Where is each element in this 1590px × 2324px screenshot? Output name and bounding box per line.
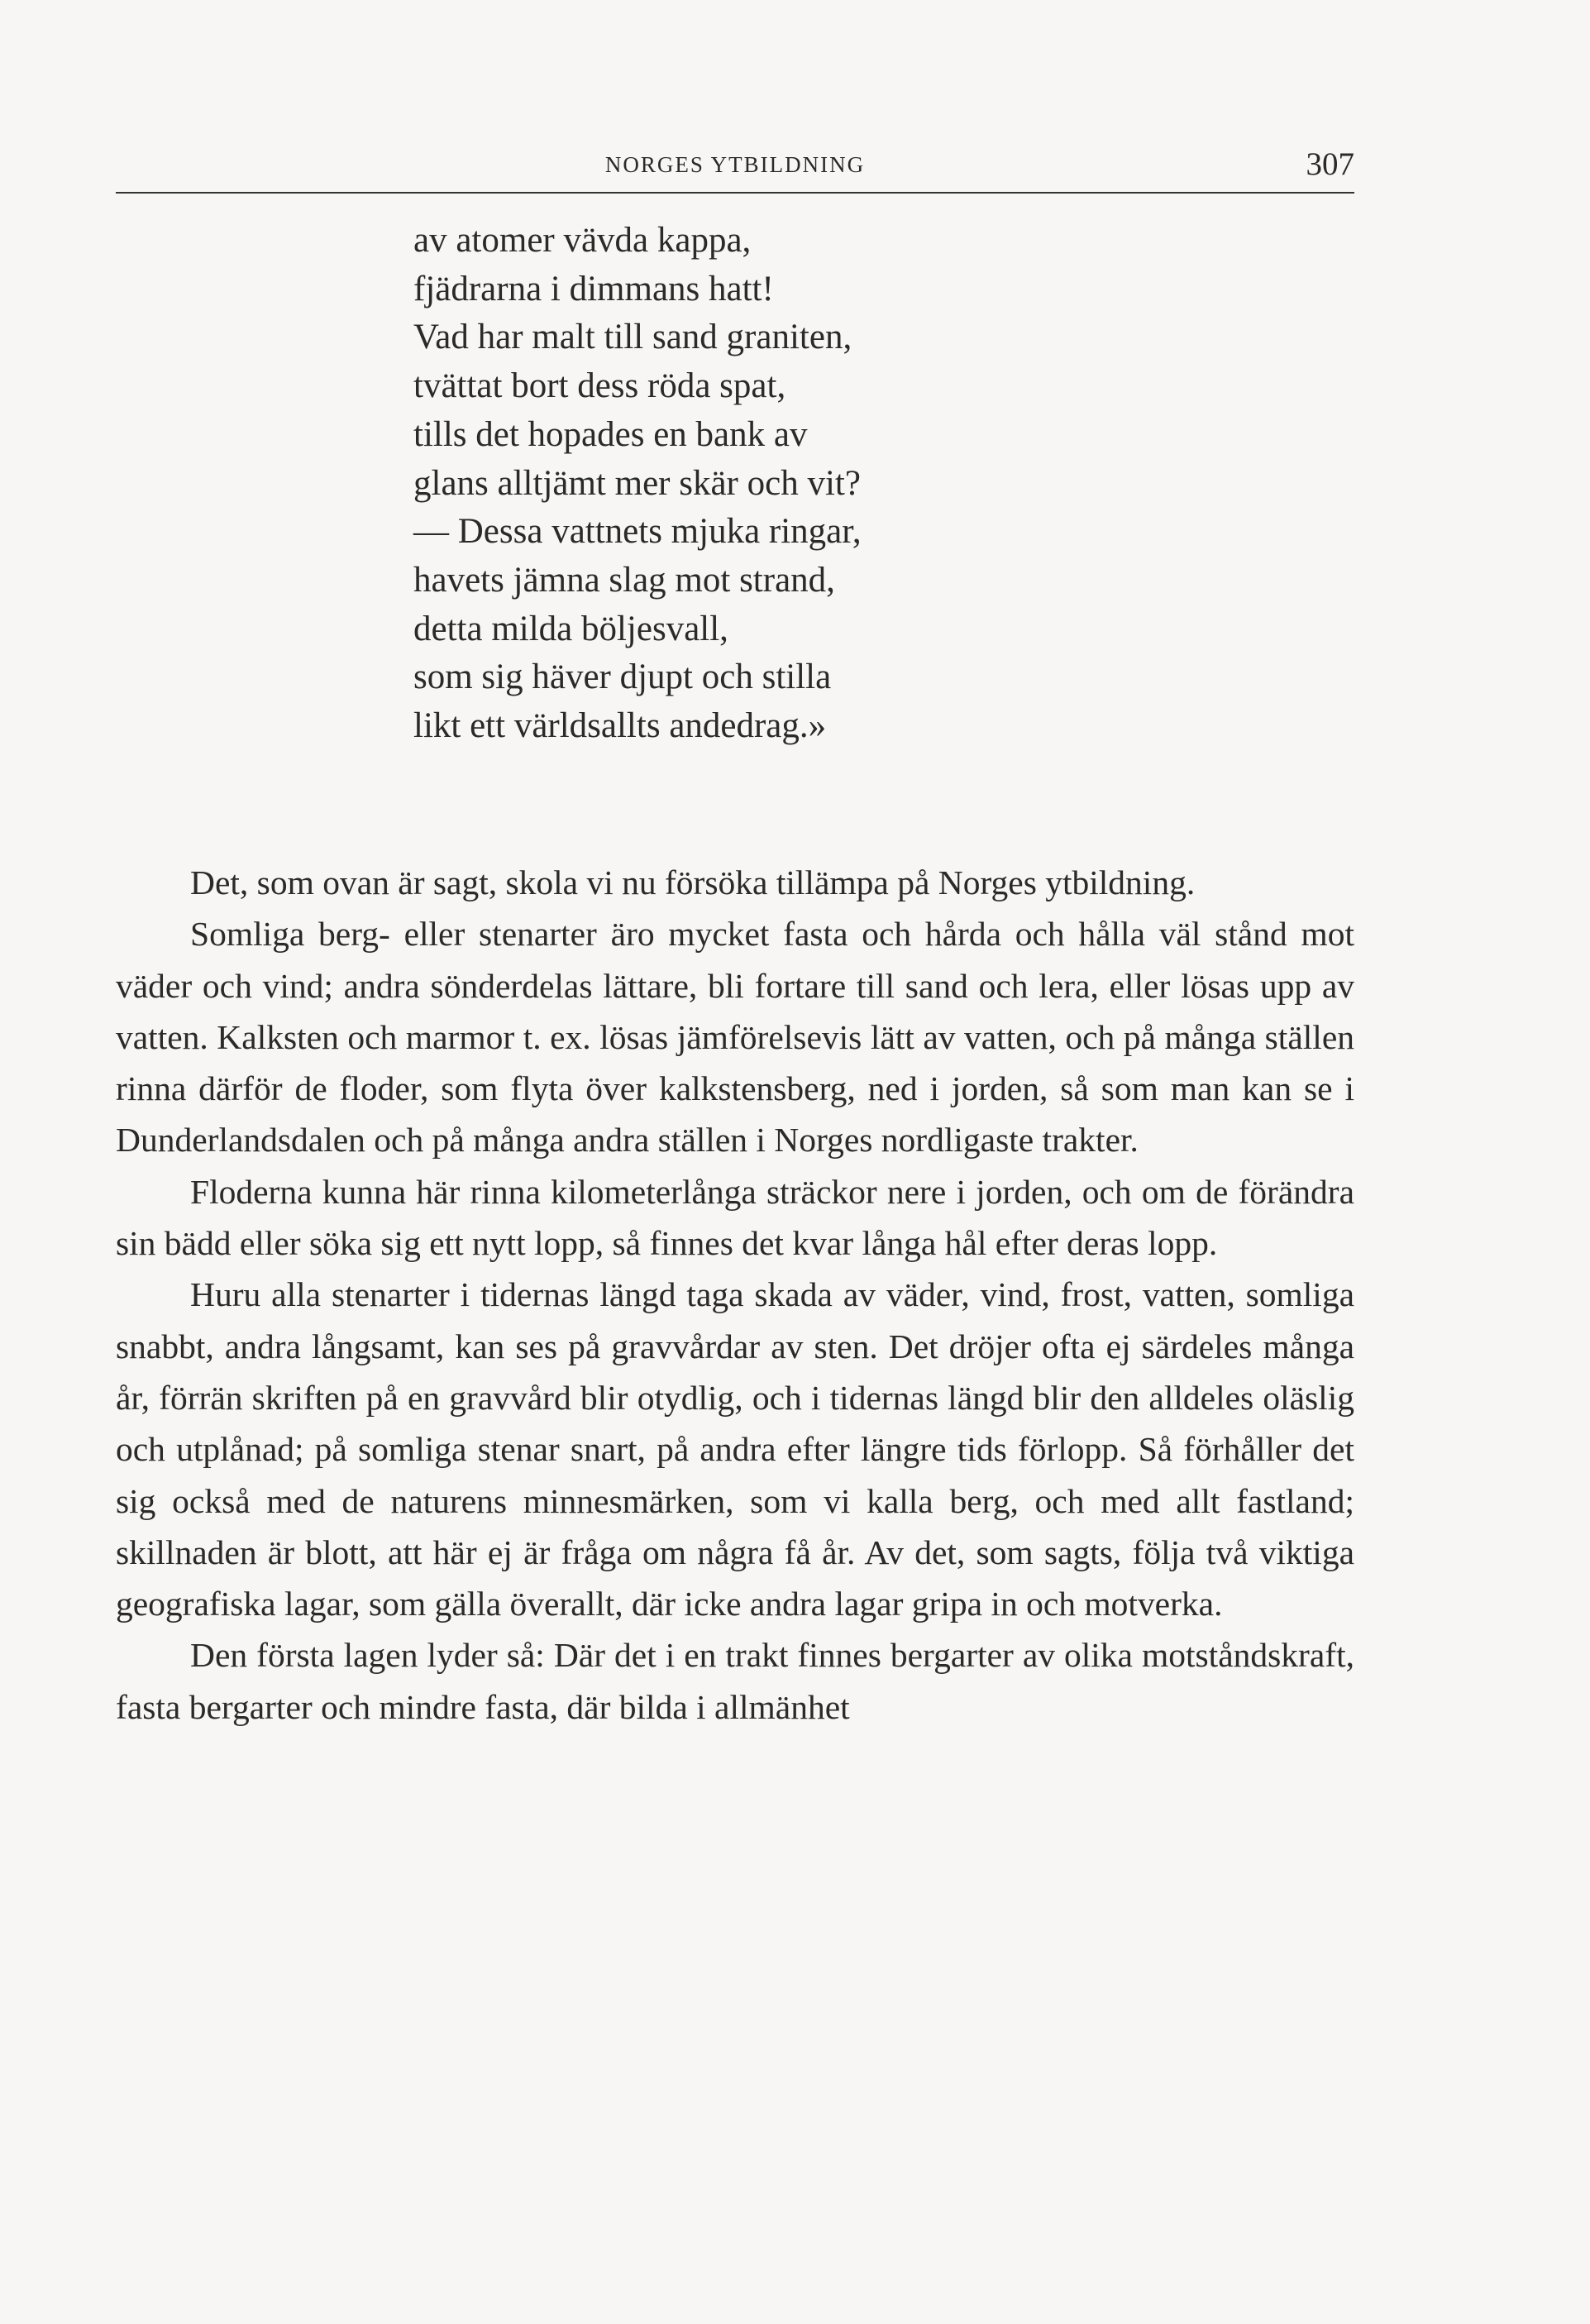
paragraph: Floderna kunna här rinna kilometerlånga sträckor nere i jorden, och om de förändra sin bädd eller söka sig ett nytt lopp, så finnes det kvar långa hål efter deras lopp. bbox=[116, 1172, 1354, 1263]
poem-line: tvättat bort dess röda spat, bbox=[413, 366, 786, 406]
page-number: 307 bbox=[1306, 146, 1354, 182]
poem-line: havets jämna slag mot strand, bbox=[413, 560, 835, 600]
poem-line: — Dessa vattnets mjuka ringar, bbox=[413, 512, 862, 552]
paragraph: Den första lagen lyder så: Där det i en trakt finnes bergarter av olika motståndskraft, fasta bergarter och mindre fasta, där bilda i allmänhet bbox=[116, 1636, 1354, 1726]
body-text bbox=[116, 857, 1354, 1733]
poem-line: likt ett världsallts andedrag.» bbox=[413, 706, 827, 746]
poem-line: fjädrarna i dimmans hatt! bbox=[413, 269, 774, 308]
paragraph: Somliga berg- eller stenarter äro mycket fasta och hårda och hålla väl stånd mot väder och vind; andra sönderdelas lättare, bli fortare till sand och lera, eller lösas upp av vatten. Kalksten och marmor t. ex. lösas jämförelsevis lätt av vatten, och på många ställen rinna därför de floder, som flyta över kalkstensberg, ned i jorden, så som man kan se i Dunderlandsdalen och på många andra ställen i Norges nordligaste trakter. bbox=[116, 915, 1354, 1160]
poem-line: tills det hopades en bank av bbox=[413, 414, 808, 454]
page-header bbox=[116, 146, 1354, 189]
poem-line: som sig häver djupt och stilla bbox=[413, 658, 832, 697]
poem-line: av atomer vävda kappa, bbox=[413, 221, 752, 260]
paragraph: Det, som ovan är sagt, skola vi nu försöka tillämpa på Norges ytbildning. bbox=[190, 863, 1196, 901]
running-head: NORGES YTBILDNING bbox=[604, 152, 866, 177]
header-rule bbox=[116, 192, 1354, 194]
poem-line: glans alltjämt mer skär och vit? bbox=[413, 463, 861, 503]
paragraph: Huru alla stenarter i tidernas längd taga skada av väder, vind, frost, vatten, somliga snabbt, andra långsamt, kan ses på gravvårdar av sten. Det dröjer ofta ej särdeles många år, förrän skriften på en gravvård blir otydlig, och i tidernas längd blir den alldeles oläslig och utplånad; på somliga stenar snart, på andra efter längre tids förlopp. Så förhåller det sig också med de naturens minnesmärken, som vi kalla berg, och med allt fastland; skillnaden är blott, att här ej är fråga om några få år. Av det, som sagts, följa två viktiga geografiska lagar, som gälla överallt, där icke andra lagar gripa in och motverka. bbox=[116, 1275, 1354, 1623]
poem-line: Vad har malt till sand graniten, bbox=[413, 318, 852, 357]
poem-line: detta milda böljesvall, bbox=[413, 609, 728, 648]
poem-stanza bbox=[413, 217, 1240, 751]
